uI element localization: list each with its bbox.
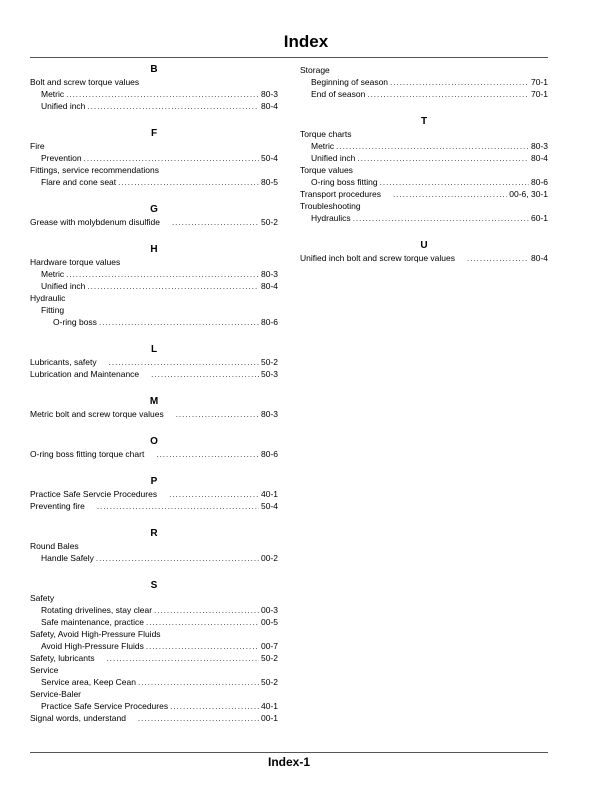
dot-leader	[97, 501, 259, 513]
index-entry	[30, 628, 278, 640]
entry-text: Hydraulics	[311, 213, 351, 223]
index-section	[30, 244, 278, 328]
entry-page-ref[interactable]: 00-7	[260, 641, 278, 651]
index-entry[interactable]	[300, 152, 548, 164]
dot-leader	[138, 713, 259, 725]
entry-text: Metric	[311, 141, 335, 151]
section-letter: O	[150, 436, 158, 447]
index-entry	[300, 200, 548, 212]
entry-text: Storage	[300, 65, 330, 75]
index-entry[interactable]	[30, 700, 278, 712]
entry-text: Practice Safe Servcie Procedures	[30, 489, 158, 499]
index-section	[30, 436, 278, 460]
entry-text: Service area, Keep Cean	[41, 677, 136, 687]
entry-text: Beginning of season	[311, 77, 389, 87]
entry-text: Safety, lubricants	[30, 653, 95, 663]
entry-text: Safety	[30, 593, 55, 603]
index-entry[interactable]	[30, 676, 278, 688]
index-section	[30, 396, 278, 420]
index-entry[interactable]	[30, 88, 278, 100]
entry-text: Unified inch	[41, 101, 86, 111]
page-title: Index	[283, 32, 329, 51]
entry-text: Fire	[30, 141, 45, 151]
index-entry[interactable]	[30, 316, 278, 328]
entry-text: Service-Baler	[30, 689, 82, 699]
entry-text: Lubricants, safety	[30, 357, 97, 367]
dot-leader	[146, 617, 259, 629]
entry-text: Safety, Avoid High-Pressure Fluids	[30, 629, 161, 639]
entry-page-ref[interactable]: 50-4	[260, 153, 278, 163]
entry-page-ref[interactable]: 80-3	[260, 89, 278, 99]
index-entry	[30, 76, 278, 88]
index-entry[interactable]	[30, 152, 278, 164]
entry-text: Handle Safely	[41, 553, 94, 563]
index-entry[interactable]	[30, 216, 278, 228]
index-column-right	[300, 64, 548, 264]
entry-page-ref[interactable]: 50-2	[260, 217, 278, 227]
dot-leader	[107, 653, 259, 665]
index-entry	[30, 256, 278, 268]
entry-page-ref[interactable]: 80-5	[260, 177, 278, 187]
entry-text: O-ring boss	[53, 317, 97, 327]
entry-text: Hardware torque values	[30, 257, 121, 267]
entry-text: Grease with molybdenum disulfide	[30, 217, 160, 227]
index-section	[30, 476, 278, 512]
index-entry[interactable]	[300, 252, 548, 264]
entry-text: Prevention	[41, 153, 82, 163]
entry-text: Practice Safe Service Procedures	[41, 701, 169, 711]
index-section	[30, 204, 278, 228]
dot-leader	[357, 153, 529, 165]
entry-page-ref[interactable]: 80-3	[260, 409, 278, 419]
index-entry[interactable]	[30, 356, 278, 368]
entry-text: Unified inch	[41, 281, 86, 291]
index-entry[interactable]	[300, 188, 548, 200]
index-entry[interactable]	[300, 140, 548, 152]
entry-page-ref[interactable]: 50-2	[260, 357, 278, 367]
dot-leader	[467, 253, 529, 265]
index-entry[interactable]	[30, 176, 278, 188]
index-entry[interactable]	[30, 408, 278, 420]
index-entry	[30, 164, 278, 176]
dot-leader	[154, 605, 259, 617]
dot-leader	[170, 701, 259, 713]
index-section	[30, 344, 278, 380]
entry-text: Unified inch bolt and screw torque values	[300, 253, 455, 263]
index-section	[30, 64, 278, 112]
dot-leader	[138, 677, 259, 689]
entry-page-ref[interactable]: 80-6	[530, 177, 548, 187]
entry-page-ref[interactable]: 40-1	[260, 701, 278, 711]
section-letter: L	[150, 344, 158, 355]
dot-leader	[336, 141, 529, 153]
index-section	[300, 64, 548, 100]
index-section	[300, 240, 548, 264]
index-entry[interactable]	[30, 368, 278, 380]
index-entry[interactable]	[30, 100, 278, 112]
index-entry[interactable]	[30, 652, 278, 664]
entry-text: Troubleshooting	[300, 201, 361, 211]
index-entry[interactable]	[30, 500, 278, 512]
entry-page-ref[interactable]: 00-2	[260, 553, 278, 563]
index-entry[interactable]	[300, 76, 548, 88]
section-letter: M	[149, 396, 159, 407]
entry-text: Bolt and screw torque values	[30, 77, 140, 87]
entry-page-ref[interactable]: 50-3	[260, 369, 278, 379]
dot-leader	[393, 189, 507, 201]
entry-page-ref[interactable]: 80-3	[530, 141, 548, 151]
entry-page-ref[interactable]: 70-1	[530, 77, 548, 87]
dot-leader	[176, 409, 259, 421]
dot-leader	[66, 269, 259, 281]
dot-leader	[151, 369, 259, 381]
entry-text: Fittings, service recommendations	[30, 165, 159, 175]
entry-page-ref[interactable]: 80-4	[530, 253, 548, 263]
page-number: Index-1	[267, 755, 310, 769]
dot-leader	[96, 553, 259, 565]
entry-page-ref[interactable]: 70-1	[530, 89, 548, 99]
index-entry	[300, 164, 548, 176]
entry-text: End of season	[311, 89, 366, 99]
index-section	[30, 580, 278, 724]
index-entry[interactable]	[30, 616, 278, 628]
entry-page-ref[interactable]: 80-4	[260, 281, 278, 291]
entry-text: Torque charts	[300, 129, 352, 139]
entry-page-ref[interactable]: 50-2	[260, 677, 278, 687]
entry-page-ref[interactable]: 60-1	[530, 213, 548, 223]
section-letter: P	[150, 476, 158, 487]
section-letter: R	[150, 528, 158, 539]
index-entry[interactable]	[30, 552, 278, 564]
entry-text: Metric bolt and screw torque values	[30, 409, 164, 419]
entry-text: Service	[30, 665, 59, 675]
dot-leader	[156, 449, 259, 461]
section-letter: S	[150, 580, 158, 591]
dot-leader	[87, 281, 259, 293]
dot-leader	[390, 77, 529, 89]
section-letter: H	[150, 244, 158, 255]
section-letter: B	[150, 64, 158, 75]
section-letter: G	[150, 204, 158, 215]
index-entry[interactable]	[30, 640, 278, 652]
section-letter: F	[150, 128, 158, 139]
index-entry[interactable]	[30, 712, 278, 724]
index-entry[interactable]	[300, 212, 548, 224]
dot-leader	[367, 89, 529, 101]
entry-page-ref[interactable]: 00-5	[260, 617, 278, 627]
index-entry	[30, 664, 278, 676]
section-letter: T	[420, 116, 428, 127]
entry-text: Unified inch	[311, 153, 356, 163]
entry-text: Metric	[41, 89, 65, 99]
section-letter: U	[420, 240, 428, 251]
dot-leader	[87, 101, 259, 113]
dot-leader	[118, 177, 259, 189]
index-entry[interactable]	[30, 488, 278, 500]
entry-page-ref[interactable]: 80-4	[260, 101, 278, 111]
dot-leader	[146, 641, 259, 653]
index-entry[interactable]	[30, 268, 278, 280]
index-section	[30, 528, 278, 564]
index-section	[30, 128, 278, 188]
dot-leader	[99, 317, 259, 329]
index-entry	[300, 128, 548, 140]
entry-text: Signal words, understand	[30, 713, 126, 723]
title-divider	[30, 57, 548, 58]
index-section	[300, 116, 548, 224]
entry-text: Torque values	[300, 165, 353, 175]
entry-page-ref[interactable]: 80-6	[260, 317, 278, 327]
footer-divider	[30, 752, 548, 753]
entry-text: O-ring boss fitting	[311, 177, 378, 187]
entry-page-ref[interactable]: 80-4	[530, 153, 548, 163]
index-entry	[30, 592, 278, 604]
index-entry	[30, 140, 278, 152]
entry-text: Round Bales	[30, 541, 79, 551]
entry-text: O-ring boss fitting torque chart	[30, 449, 145, 459]
entry-page-ref[interactable]: 80-6	[260, 449, 278, 459]
dot-leader	[172, 217, 259, 229]
entry-text: Fitting	[41, 305, 65, 315]
entry-page-ref[interactable]: 50-2	[260, 653, 278, 663]
entry-text: Transport procedures	[300, 189, 381, 199]
index-entry	[30, 304, 278, 316]
index-entry	[300, 64, 548, 76]
entry-page-ref[interactable]: 00-3	[260, 605, 278, 615]
index-column-left	[30, 64, 278, 724]
entry-text: Rotating drivelines, stay clear	[41, 605, 153, 615]
index-entry[interactable]	[30, 448, 278, 460]
entry-text: Avoid High-Pressure Fluids	[41, 641, 144, 651]
entry-text: Flare and cone seat	[41, 177, 117, 187]
index-entry[interactable]	[300, 88, 548, 100]
entry-text: Preventing fire	[30, 501, 85, 511]
dot-leader	[66, 89, 259, 101]
entry-page-ref[interactable]: 40-1	[260, 489, 278, 499]
entry-text: Hydraulic	[30, 293, 66, 303]
dot-leader	[380, 177, 529, 189]
index-entry[interactable]	[300, 176, 548, 188]
dot-leader	[353, 213, 529, 225]
entry-page-ref[interactable]: 50-4	[260, 501, 278, 511]
index-entry	[30, 292, 278, 304]
entry-page-ref[interactable]: 00-6, 30-1	[509, 189, 548, 199]
index-entry[interactable]	[30, 604, 278, 616]
entry-page-ref[interactable]: 00-1	[260, 713, 278, 723]
entry-text: Safe maintenance, practice	[41, 617, 145, 627]
entry-text: Lubrication and Maintenance	[30, 369, 140, 379]
dot-leader	[169, 489, 259, 501]
entry-text: Metric	[41, 269, 65, 279]
index-entry	[30, 540, 278, 552]
index-entry[interactable]	[30, 280, 278, 292]
entry-page-ref[interactable]: 80-3	[260, 269, 278, 279]
index-entry	[30, 688, 278, 700]
